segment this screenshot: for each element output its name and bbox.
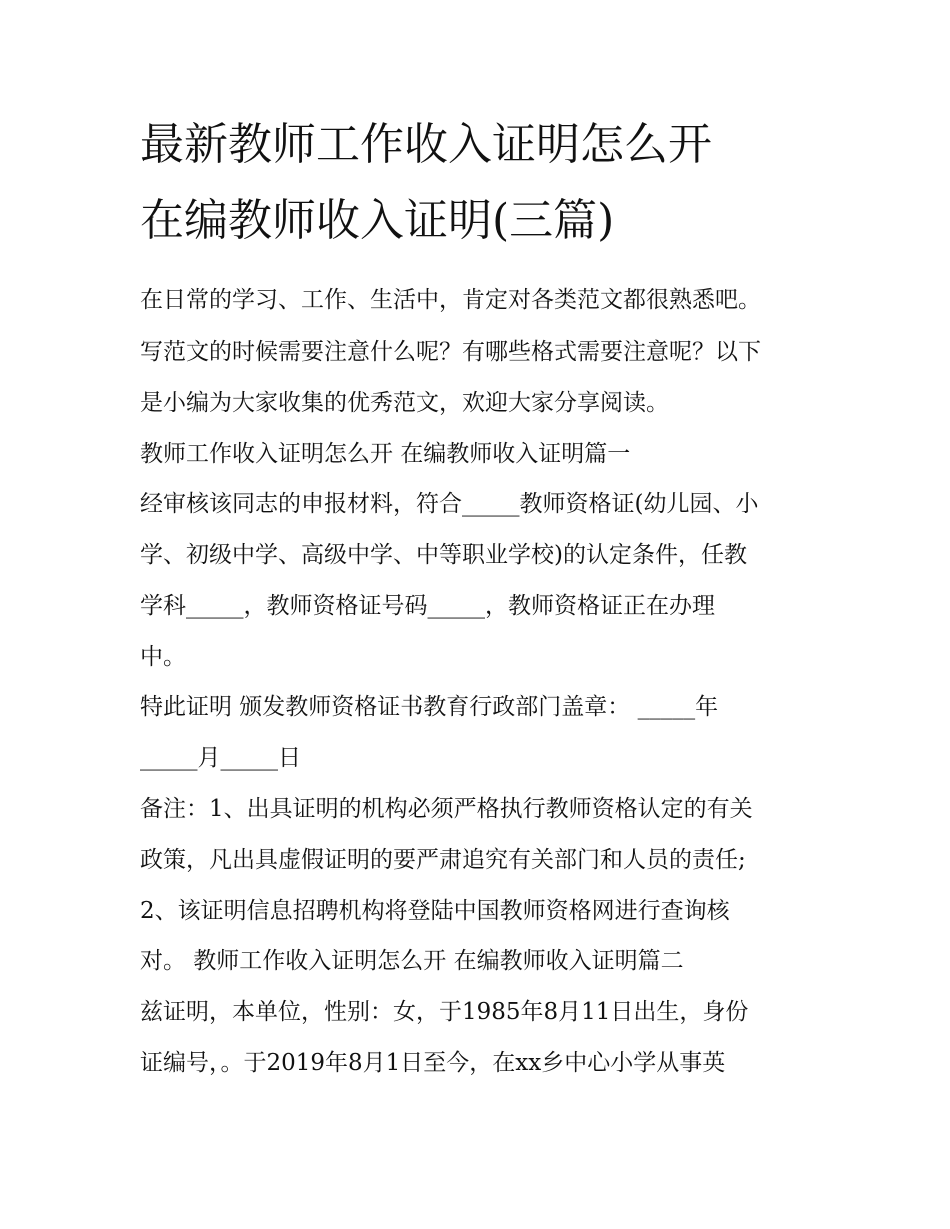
certification-line-2: _____月_____日	[140, 745, 301, 771]
notes-line-3: 2、该证明信息招聘机构将登陆中国教师资格网进行查询核	[140, 898, 730, 924]
notes-line-2: 政策，凡出具虚假证明的要严肃追究有关部门和人员的责任;	[140, 847, 746, 873]
proof-text-line-1: 兹证明，本单位，性别：女，于1985年8月11日出生，身份	[140, 999, 749, 1025]
proof-text-line-2: 证编号，。于2019年8月1日至今，在xx乡中心小学从事英	[140, 1050, 726, 1076]
certificate-text-line-2: 学、初级中学、高级中学、中等职业学校)的认定条件，任教	[140, 542, 747, 568]
notes-line-1: 备注：1、出具证明的机构必须严格执行教师资格认定的有关	[140, 796, 753, 822]
certificate-text-line-1: 经审核该同志的申报材料，符合_____教师资格证(幼儿园、小	[140, 491, 759, 517]
section-heading-1: 教师工作收入证明怎么开 在编教师收入证明篇一	[140, 441, 631, 467]
intro-paragraph-line-1: 在日常的学习、工作、生活中，肯定对各类范文都很熟悉吧。	[140, 287, 761, 313]
notes-line-4: 对。 教师工作收入证明怎么开 在编教师收入证明篇二	[140, 948, 684, 974]
certificate-text-line-3: 学科_____，教师资格证号码_____，教师资格证正在办理	[140, 593, 715, 619]
certification-line-1: 特此证明 颁发教师资格证书教育行政部门盖章： _____年	[140, 694, 719, 720]
intro-paragraph-line-2: 写范文的时候需要注意什么呢？有哪些格式需要注意呢？以下	[140, 339, 761, 365]
intro-paragraph-line-3: 是小编为大家收集的优秀范文，欢迎大家分享阅读。	[140, 390, 669, 416]
certificate-text-line-4: 中。	[140, 644, 186, 670]
document-title-line-1: 最新教师工作收入证明怎么开	[140, 119, 712, 170]
document-title-line-2: 在编教师收入证明(三篇)	[140, 195, 615, 246]
